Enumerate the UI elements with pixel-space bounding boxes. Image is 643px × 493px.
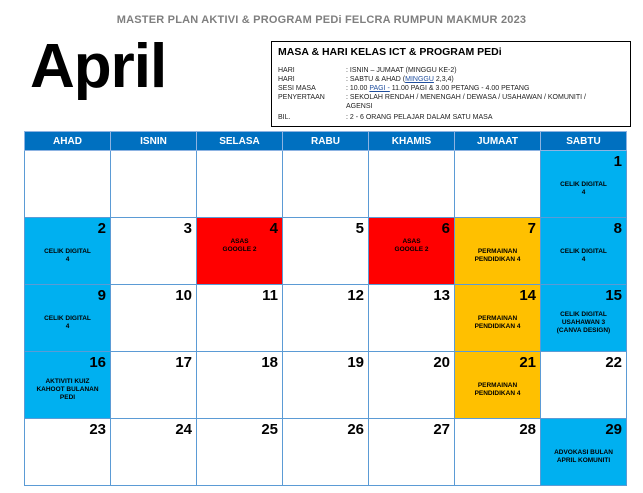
day-number: 13 bbox=[433, 287, 450, 304]
day-number: 22 bbox=[605, 354, 622, 371]
calendar-week-row bbox=[25, 352, 627, 419]
event-line: CELIK DIGITAL bbox=[560, 311, 607, 318]
calendar-day-cell bbox=[369, 285, 455, 352]
event-line: KAHOOT BULANAN bbox=[36, 386, 99, 393]
day-number: 9 bbox=[97, 287, 106, 304]
calendar-day-cell bbox=[25, 352, 111, 419]
calendar-day-cell bbox=[369, 419, 455, 486]
calendar-week-row bbox=[25, 151, 627, 218]
event-line: PENDIDIKAN 4 bbox=[474, 390, 521, 397]
day-number: 10 bbox=[175, 287, 192, 304]
weekday-header-row bbox=[25, 132, 627, 151]
day-event bbox=[543, 248, 624, 264]
document-title: MASTER PLAN AKTIVI & PROGRAM PEDi FELCRA RUMPUN MAKMUR 2023 bbox=[116, 14, 527, 26]
day-number: 11 bbox=[262, 287, 278, 304]
calendar-day-cell bbox=[283, 151, 369, 218]
day-number: 5 bbox=[355, 220, 364, 237]
day-number: 3 bbox=[183, 220, 192, 237]
day-number: 26 bbox=[347, 421, 364, 438]
day-number: 29 bbox=[605, 421, 622, 438]
day-number: 23 bbox=[89, 421, 106, 438]
calendar-day-cell bbox=[25, 151, 111, 218]
day-number: 19 bbox=[347, 354, 364, 371]
info-label: PENYERTAAN bbox=[278, 94, 325, 101]
event-line: PERMAINAN bbox=[477, 248, 518, 255]
event-line: CELIK DIGITAL bbox=[560, 181, 607, 188]
day-event bbox=[371, 238, 452, 254]
event-line: AKTIVITI KUIZ bbox=[45, 378, 90, 385]
day-number: 20 bbox=[433, 354, 450, 371]
day-number: 12 bbox=[347, 287, 364, 304]
calendar-day-cell bbox=[197, 218, 283, 285]
event-line: 4 bbox=[65, 323, 70, 330]
calendar-day-cell bbox=[111, 218, 197, 285]
calendar-day-cell bbox=[111, 352, 197, 419]
day-event bbox=[27, 315, 108, 331]
calendar-day-cell bbox=[283, 419, 369, 486]
day-event bbox=[457, 248, 538, 264]
calendar-day-cell bbox=[541, 419, 627, 486]
calendar-week-row bbox=[25, 419, 627, 486]
day-number: 7 bbox=[527, 220, 536, 237]
info-value: AGENSI bbox=[346, 103, 373, 110]
day-number: 4 bbox=[269, 220, 278, 237]
event-line: PENDIDIKAN 4 bbox=[474, 256, 521, 263]
info-value: : 10.00 PAGI - 11.00 PAGI & 3.00 PETANG - 4.00 PETANG bbox=[346, 85, 530, 92]
calendar-day-cell bbox=[111, 419, 197, 486]
event-line: ASAS bbox=[230, 238, 249, 245]
weekday-header: JUMAAT bbox=[455, 132, 541, 151]
calendar-week-row bbox=[25, 285, 627, 352]
calendar-day-cell bbox=[541, 218, 627, 285]
day-number: 27 bbox=[433, 421, 450, 438]
event-line: CELIK DIGITAL bbox=[44, 248, 91, 255]
day-event bbox=[27, 378, 108, 402]
day-event bbox=[27, 248, 108, 264]
day-number: 25 bbox=[261, 421, 278, 438]
info-value: : 2 - 6 ORANG PELAJAR DALAM SATU MASA bbox=[346, 114, 493, 121]
day-number: 17 bbox=[175, 354, 192, 371]
calendar-day-cell bbox=[455, 285, 541, 352]
info-label: SESI MASA bbox=[278, 85, 316, 92]
calendar-day-cell bbox=[369, 151, 455, 218]
event-line: GOOGLE 2 bbox=[394, 246, 429, 253]
event-line: PERMAINAN bbox=[477, 315, 518, 322]
day-number: 1 bbox=[613, 153, 622, 170]
calendar-day-cell bbox=[283, 352, 369, 419]
day-number: 28 bbox=[519, 421, 536, 438]
calendar-day-cell bbox=[25, 419, 111, 486]
info-label: BIL. bbox=[278, 114, 291, 121]
event-line: 4 bbox=[65, 256, 70, 263]
weekday-header: SABTU bbox=[541, 132, 627, 151]
calendar-day-cell bbox=[111, 151, 197, 218]
event-line: 4 bbox=[581, 189, 586, 196]
calendar-day-cell bbox=[197, 352, 283, 419]
event-line: ADVOKASI BULAN bbox=[554, 449, 613, 456]
info-value: : ISNIN – JUMAAT (MINGGU KE-2) bbox=[346, 67, 457, 74]
info-label: HARI bbox=[278, 67, 295, 74]
calendar-day-cell bbox=[455, 419, 541, 486]
calendar-day-cell bbox=[369, 218, 455, 285]
calendar-day-cell bbox=[25, 218, 111, 285]
day-event bbox=[457, 315, 538, 331]
month-title: April bbox=[30, 32, 167, 101]
event-line: CELIK DIGITAL bbox=[44, 315, 91, 322]
day-number: 15 bbox=[605, 287, 622, 304]
calendar-day-cell bbox=[541, 352, 627, 419]
event-line: APRIL KOMUNITI bbox=[556, 457, 611, 464]
calendar-day-cell bbox=[283, 218, 369, 285]
calendar-grid bbox=[24, 131, 627, 486]
calendar-day-cell bbox=[541, 285, 627, 352]
event-line: PERMAINAN bbox=[477, 382, 518, 389]
calendar-day-cell bbox=[541, 151, 627, 218]
day-number: 21 bbox=[519, 354, 536, 371]
calendar-day-cell bbox=[197, 285, 283, 352]
event-line: USAHAWAN 3 bbox=[561, 319, 606, 326]
info-box bbox=[271, 41, 631, 127]
day-number: 16 bbox=[89, 354, 106, 371]
calendar-day-cell bbox=[455, 352, 541, 419]
weekday-header: AHAD bbox=[25, 132, 111, 151]
event-line: (CANVA DESIGN) bbox=[556, 327, 611, 334]
weekday-header: ISNIN bbox=[111, 132, 197, 151]
event-line: ASAS bbox=[402, 238, 421, 245]
day-event bbox=[543, 181, 624, 197]
day-number: 8 bbox=[613, 220, 622, 237]
day-event bbox=[543, 449, 624, 465]
event-line: CELIK DIGITAL bbox=[560, 248, 607, 255]
calendar-day-cell bbox=[197, 151, 283, 218]
calendar-day-cell bbox=[283, 285, 369, 352]
info-value: : SEKOLAH RENDAH / MENENGAH / DEWASA / USAHAWAN / KOMUNITI / bbox=[346, 94, 586, 101]
event-line: 4 bbox=[581, 256, 586, 263]
calendar-day-cell bbox=[455, 218, 541, 285]
day-event bbox=[199, 238, 280, 254]
event-line: PENDIDIKAN 4 bbox=[474, 323, 521, 330]
calendar-day-cell bbox=[197, 419, 283, 486]
calendar-day-cell bbox=[25, 285, 111, 352]
weekday-header: KHAMIS bbox=[369, 132, 455, 151]
day-number: 6 bbox=[441, 220, 450, 237]
info-label: HARI bbox=[278, 76, 295, 83]
weekday-header: SELASA bbox=[197, 132, 283, 151]
info-title: MASA & HARI KELAS ICT & PROGRAM PEDi bbox=[278, 46, 502, 58]
event-line: PEDI bbox=[59, 394, 76, 401]
day-event bbox=[543, 311, 624, 335]
calendar-day-cell bbox=[111, 285, 197, 352]
day-number: 24 bbox=[175, 421, 192, 438]
event-line: GOOGLE 2 bbox=[222, 246, 257, 253]
weekday-header: RABU bbox=[283, 132, 369, 151]
calendar-week-row bbox=[25, 218, 627, 285]
day-number: 2 bbox=[97, 220, 106, 237]
calendar-day-cell bbox=[369, 352, 455, 419]
calendar-day-cell bbox=[455, 151, 541, 218]
info-value: : SABTU & AHAD (MINGGU 2,3,4) bbox=[346, 76, 454, 83]
day-event bbox=[457, 382, 538, 398]
day-number: 14 bbox=[519, 287, 536, 304]
day-number: 18 bbox=[261, 354, 278, 371]
